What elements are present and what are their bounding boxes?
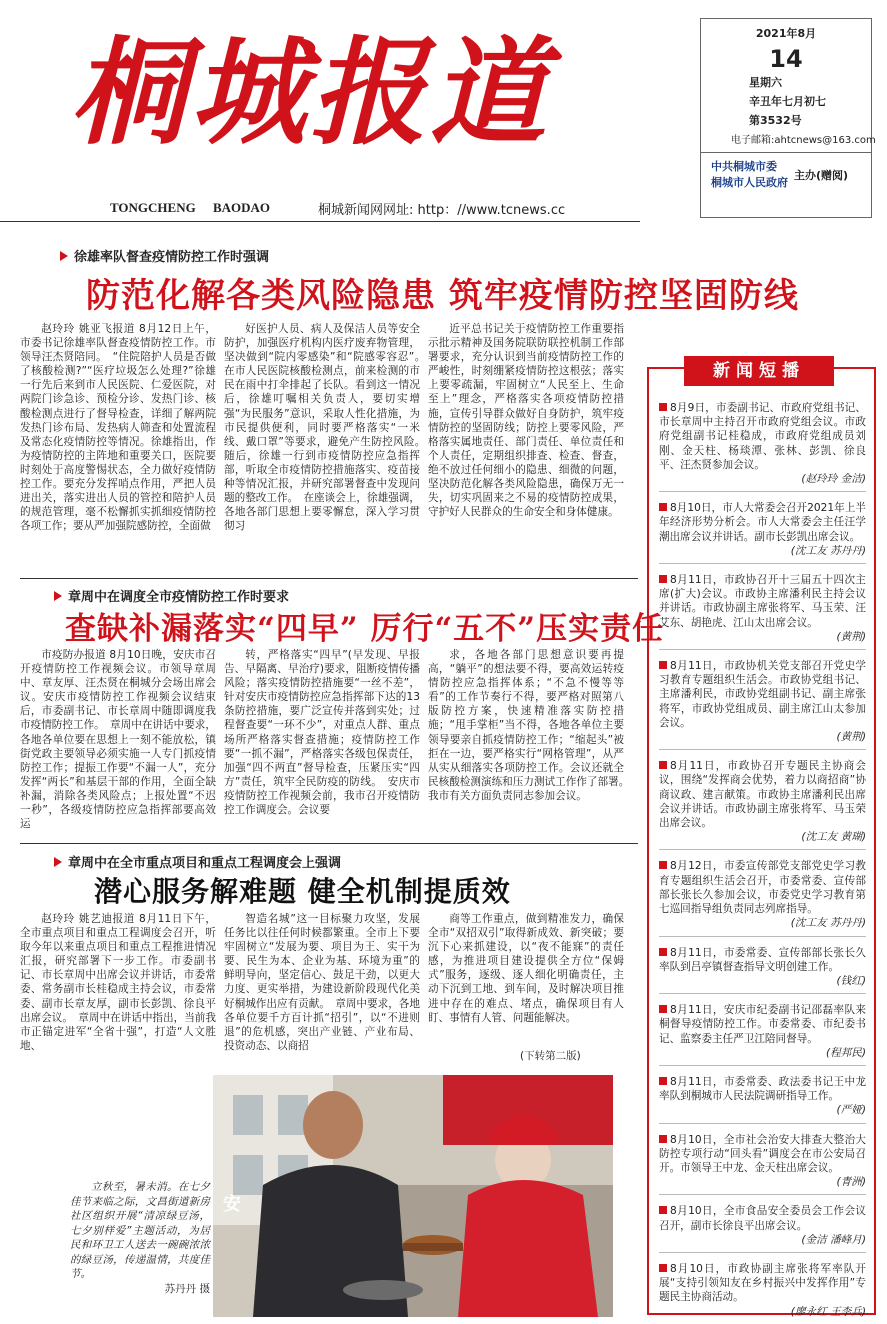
photo-credit: 苏丹丹 摄 xyxy=(164,1282,210,1295)
news-brief-title: 新闻短播 xyxy=(684,356,834,386)
sponsor-party: 中共桐城市委 xyxy=(711,160,777,173)
news-brief-sign: (青洲) xyxy=(836,1176,866,1189)
continued-note: (下转第二版) xyxy=(520,1050,581,1062)
news-brief-sign: (黄荆) xyxy=(836,630,866,643)
masthead-rule xyxy=(0,221,640,222)
photo-shirt-text: 安 xyxy=(223,1194,241,1215)
news-brief-text: 8月11日，市政协机关党支部召开党史学习教育专题组织生活会。市政协党组书记、主席潘利民，市政协党组副书记、副主席张将军，市政协党组成员、副主席江山太参加会议。 xyxy=(659,660,866,729)
news-brief-sign: (沈工友 苏丹丹) xyxy=(790,917,866,930)
news-brief-text: 8月9日，市委副书记、市政府党组书记、市长章周中主持召开市政府党组会议。市政府党组副书记桂稳成，市政府党组成员刘刚、金天柱、杨琰潭、张林、彭凯、徐良平、汪杰贤参加会议。 xyxy=(659,402,866,471)
sponsor-block xyxy=(711,159,861,191)
article2-col1-text: 市疫防办报道 8月10日晚，安庆市召开疫情防控工作视频会议。市领导章周中、章友厚、汪杰贤在桐城分会场出席会议。安庆市疫情防控工作视频会议结束后，市委副书记、市长章周中随即调度我市疫情防控工作。 章周中在讲话中要求，各地各单位要在思想上一刻不能放松，镇街党政主要领导必须实施一人专门抓疫情防控工作；提振工作要“不漏一人”，充分发挥“两长”和基层干部的作用，全面全缺补漏，消除各类风险点；上报处置“不迟一秒”，各级疫情防控应急指挥部要高效运 xyxy=(20,649,216,831)
bullet-square-icon xyxy=(659,1206,667,1214)
news-brief-text: 8月11日，市政协召开专题民主协商会议，围绕“发挥商会优势，着力以商招商”协商议政、建言献策。市政协主席潘利民出席会议并讲话。市政协副主席张将军、马玉荣出席会议。 xyxy=(659,760,866,830)
caption-text: 立秋至，暑未消。在七夕佳节来临之际，文昌街道新房社区组织开展“清凉绿豆汤，七夕别样爱”主题活动，为居民和环卫工人送去一碗碗浓浓的绿豆汤，传递温情，共度佳节。 xyxy=(70,1181,210,1280)
news-brief-item xyxy=(659,1262,866,1324)
news-photo xyxy=(213,1075,613,1317)
sponsor-government: 桐城市人民政府 xyxy=(711,176,788,189)
article1-kicker: 徐雄率队督查疫情防控工作时强调 xyxy=(60,246,269,265)
bullet-square-icon xyxy=(659,403,667,411)
website-label[interactable]: 桐城新闻网网址: http：//www.tcnews.cc xyxy=(318,203,566,218)
news-brief-box xyxy=(647,367,876,1318)
issue-number: 第3532号 xyxy=(749,114,802,127)
article3-col3 xyxy=(428,912,624,1052)
lunar-date: 辛丑年七月初七 xyxy=(749,95,826,108)
news-brief-text: 8月11日，安庆市纪委副书记邵磊率队来桐督导疫情防控工作。市委常委、市纪委书记、监察委主任严卫江陪同督导。 xyxy=(659,1004,866,1045)
sponsor-suffix: 主办(赠阅) xyxy=(794,169,849,182)
bullet-square-icon xyxy=(659,861,667,869)
article3-col3-text: 商等工作重点，做到精准发力，确保全市“双招双引”取得新成效、新突破；要沉下心来抓建设，以“夜不能寐”的责任感，为推进项目建设提供全方位“保姆式”服务，逐级、逐人细化明确责任，主动下沉到工地、到车间，及时解决项目推进中存在的难点、堵点，确保项目有人盯、事情有人管、问题能解决。 xyxy=(428,913,624,1024)
news-brief-sign: (严娅) xyxy=(836,1104,866,1117)
article3-col2 xyxy=(224,912,420,1068)
article3-col2-text: 智造名城”这一目标聚力攻坚，发展任务比以往任何时候都繁重。全市上下要牢固树立“发展为要、项目为王、实干为要、民生为本、企业为基、环境为重”的鲜明导向，坚定信心、鼓足干劲，以更大力度、更实举措，为建设新阶段现代化美好桐城作出应有贡献。 章周中要求，各地各单位要千方百计抓“招引”，以“不进则退”的危机感，突出产业链、产业布局、投资动态、以商招 xyxy=(224,913,420,1052)
news-brief-item xyxy=(659,573,866,650)
article1-col3-text: 近平总书记关于疫情防控工作重要指示批示精神及国务院联防联控机制工作部署要求，充分认识到当前疫情防控工作的严峻性，时刻绷紧疫情防控这根弦；落实上要零疏漏，牢固树立“人民至上、生命至上”理念，严格落实各项疫情防控措施，宣传引导群众做好自身防护，筑牢疫情防控的坚固防线；防控上要零风险，严格落实属地责任、部门责任、单位责任和个人责任，定期组织排查、检查、督查，绝不放过任何细小的隐患、细微的问题，坚决防范化解各类风险隐患，确保万无一失，切实巩固来之不易的疫情防控成果，守护好人民群众的生命安全和身体健康。 xyxy=(428,323,624,519)
bullet-square-icon xyxy=(659,948,667,956)
masthead-pinyin: TONGCHENG BAODAO xyxy=(110,200,271,215)
bullet-square-icon xyxy=(659,1005,667,1013)
article2-col1 xyxy=(20,648,216,838)
email[interactable]: 电子邮箱:ahtcnews@163.com xyxy=(731,135,876,146)
divider xyxy=(20,843,638,844)
news-brief-item xyxy=(659,1075,866,1124)
news-brief-text: 8月10日，全市食品安全委员会工作会议召开，副市长徐良平出席会议。 xyxy=(659,1205,866,1232)
date-issue-box xyxy=(700,18,876,218)
news-brief-text: 8月11日，市委常委、宣传部部长张长久率队到吕亭镇督查指导文明创建工作。 xyxy=(659,946,866,973)
news-brief-list xyxy=(659,401,866,1324)
photo-caption xyxy=(70,1180,210,1296)
article1-col1-text: 赵玲玲 姚亚飞报道 8月12日上午，市委书记徐雄率队督查疫情防控工作。市领导汪杰贤陪同。 “住院陪护人员是否做了核酸检测?”“医疗垃圾怎么处理?”徐雄一行先后来到市人民医院、仁爱医院，对两院门诊急诊、预检分诊、发热门诊、核酸检测点进行了督导检查，详细了解两院发热门诊布局、发热病人筛查和处置流程及常态化疫情防控等情况。徐雄指出，作为疫情防控的主阵地和重要关口，医院要时刻处于高度警惕状态，全力做好疫情防控工作。要充分发挥哨点作用，严把人员进出关，落实进出人员的管控和陪护人员的规范管理，毫不松懈抓实抓细疫情防控各项工作；要从严加强院感防控，全面做 xyxy=(20,323,216,533)
masthead-title: 桐城报道 xyxy=(70,25,550,161)
news-brief-sign: (沈工友 苏丹丹) xyxy=(790,544,866,557)
year-month: 2021年8月 xyxy=(755,27,817,40)
news-brief-sign: (廖永红 王李兵) xyxy=(790,1305,866,1318)
bullet-square-icon xyxy=(659,503,667,511)
news-brief-text: 8月10日，市人大常委会召开2021年上半年经济形势分析会。市人大常委会主任汪学潮出席会议并讲话。副市长彭凯出席会议。 xyxy=(659,502,866,543)
news-brief-text: 8月10日，全市社会治安大排查大整治大防控专项行动“回头看”调度会在市公安局召开。市领导王中龙、金天柱出席会议。 xyxy=(659,1133,866,1174)
news-brief-sign: (程邦民) xyxy=(825,1046,866,1059)
weekday: 星期六 xyxy=(749,76,782,89)
article3-col1-text: 赵玲玲 姚艺迪报道 8月11日下午，全市重点项目和重点工程调度会召开，听取今年以来重点项目和重点工程推进情况汇报，研究部署下一步工作。市委副书记、市长章周中出席会议并讲话，市委常委、常务副市长桂稳成主持会议，市委常委、副市长章友厚，副市长彭凯、徐良平出席会议。 章周中在讲话中指出，当前我市正锚定进军“全省十强”，打造“人文胜地、 xyxy=(20,913,216,1052)
news-brief-item xyxy=(659,1133,866,1196)
news-brief-item xyxy=(659,501,866,564)
article1-col1 xyxy=(20,322,216,574)
article3-headline: 潜心服务解难题 健全机制提质效 xyxy=(94,875,511,908)
news-brief-text: 8月12日，市委宣传部党支部党史学习教育专题组织生活会召开，市委常委、宣传部部长张长久参加会议，市委党史学习教育第七巡回指导组负责同志列席指导。 xyxy=(659,860,866,916)
news-brief-text: 8月11日，市政协召开十三届五十四次主席(扩大)会议。市政协主席潘利民主持会议并讲话。市政协副主席张将军、马玉荣、汪艾东、胡艳虎、江山太出席会议。 xyxy=(659,574,866,629)
bullet-square-icon xyxy=(659,1264,667,1272)
bullet-square-icon xyxy=(659,1077,667,1085)
article1-col2-text: 好医护人员、病人及保洁人员等安全防护，加强医疗机构内医疗废弃物管理，坚决做到“院内零感染”和“院感零容忍”。 在市人民医院核酸检测点，前来检测的市民在雨中打伞排起了长队。看到这一情况后，徐雄叮嘱相关负责人，要切实增强“为民服务”意识，采取人性化措施，为市民提供便利，同时要严格落实“一米线、戴口罩”等要求，避免产生防控风险。 随后，徐雄一行到市疫情防控应急指挥部，听取全市疫情防控措施落实、疫苗接种等情况汇报，并研究部署督查中发现问题的整改工作。 在座谈会上，徐雄强调，各地各部门思想上要零懈怠，深入学习贯彻习 xyxy=(224,323,431,533)
article3-kicker: 章周中在全市重点项目和重点工程调度会上强调 xyxy=(54,852,341,871)
article2-col3-text: 求，各地各部门思想意识要再提高，“躺平”的想法要不得，要高效运转疫情防控应急指挥体系；“不急不慢等等看”的工作节奏行不得，要严格对照第八版防控方案，快速精准落实防控措施；“甩手掌柜”当不得，各地各单位主要领导要亲自抓疫情防控工作；“缩起头”被拒在一边，要严格实行“网格管理”，从严从实从细落实各项防控工作。会议还就全民核酸检测演练和压力测试工作作了部署。 我市有关方面负责同志参加会议。 xyxy=(428,649,635,802)
news-brief-sign: (黄荆) xyxy=(836,731,866,744)
news-brief-text: 8月10日，市政协副主席张将军率队开展“支持引领知友在乡村振兴中发挥作用”专题民主协商活动。 xyxy=(659,1262,866,1304)
news-brief-item xyxy=(659,1003,866,1066)
article1-headline: 防范化解各类风险隐患 筑牢疫情防控坚固防线 xyxy=(86,276,799,316)
news-brief-sign: (钱红) xyxy=(836,974,866,987)
news-brief-item xyxy=(659,401,866,492)
news-brief-item xyxy=(659,946,866,995)
news-brief-text: 8月11日，市委常委、政法委书记王中龙率队到桐城市人民法院调研指导工作。 xyxy=(659,1075,866,1103)
bullet-square-icon xyxy=(659,761,667,769)
photo-illustration xyxy=(213,1075,613,1317)
bullet-square-icon xyxy=(659,661,667,669)
bullet-square-icon xyxy=(659,1135,667,1143)
article2-col2 xyxy=(224,648,420,838)
news-brief-item xyxy=(659,659,866,750)
news-brief-sign: (金洁 潘峰月) xyxy=(801,1233,866,1246)
article2-col3 xyxy=(428,648,635,838)
article3-col1 xyxy=(20,912,216,1068)
article1-col2 xyxy=(224,322,431,574)
article1-col3 xyxy=(428,322,624,574)
news-brief-sign: (沈工友 黄瑚) xyxy=(801,831,866,844)
news-brief-item xyxy=(659,859,866,936)
news-brief-item xyxy=(659,759,866,850)
news-brief-item xyxy=(659,1204,866,1253)
bullet-square-icon xyxy=(659,575,667,583)
article2-headline: 查缺补漏落实“四早” 厉行“五不”压实责任 xyxy=(65,611,665,647)
divider xyxy=(20,578,638,579)
news-brief-sign: (赵玲玲 金洁) xyxy=(801,473,866,486)
day-number: 14 xyxy=(769,45,803,73)
article2-kicker: 章周中在调度全市疫情防控工作时要求 xyxy=(54,586,289,605)
article2-col2-text: 转，严格落实“四早”(早发现、早报告、早隔离、早治疗)要求，阻断疫情传播风险；落实疫情防控措施要“一丝不差”，针对安庆市疫情防控应急指挥部下达的13条防控措施，要广泛宣传并落到实处；过程督查要“一环不少”，对重点人群、重点场所严格落实督查措施；疫情防控工作要“一抓不漏”，严格落实各级包保责任，加强“四不两直”督导检查，压紧压实“四方”责任，筑牢全民防疫的防线。 安庆市疫情防控工作视频会前，我市召开疫情防控工作调度会。会议要 xyxy=(224,649,420,817)
